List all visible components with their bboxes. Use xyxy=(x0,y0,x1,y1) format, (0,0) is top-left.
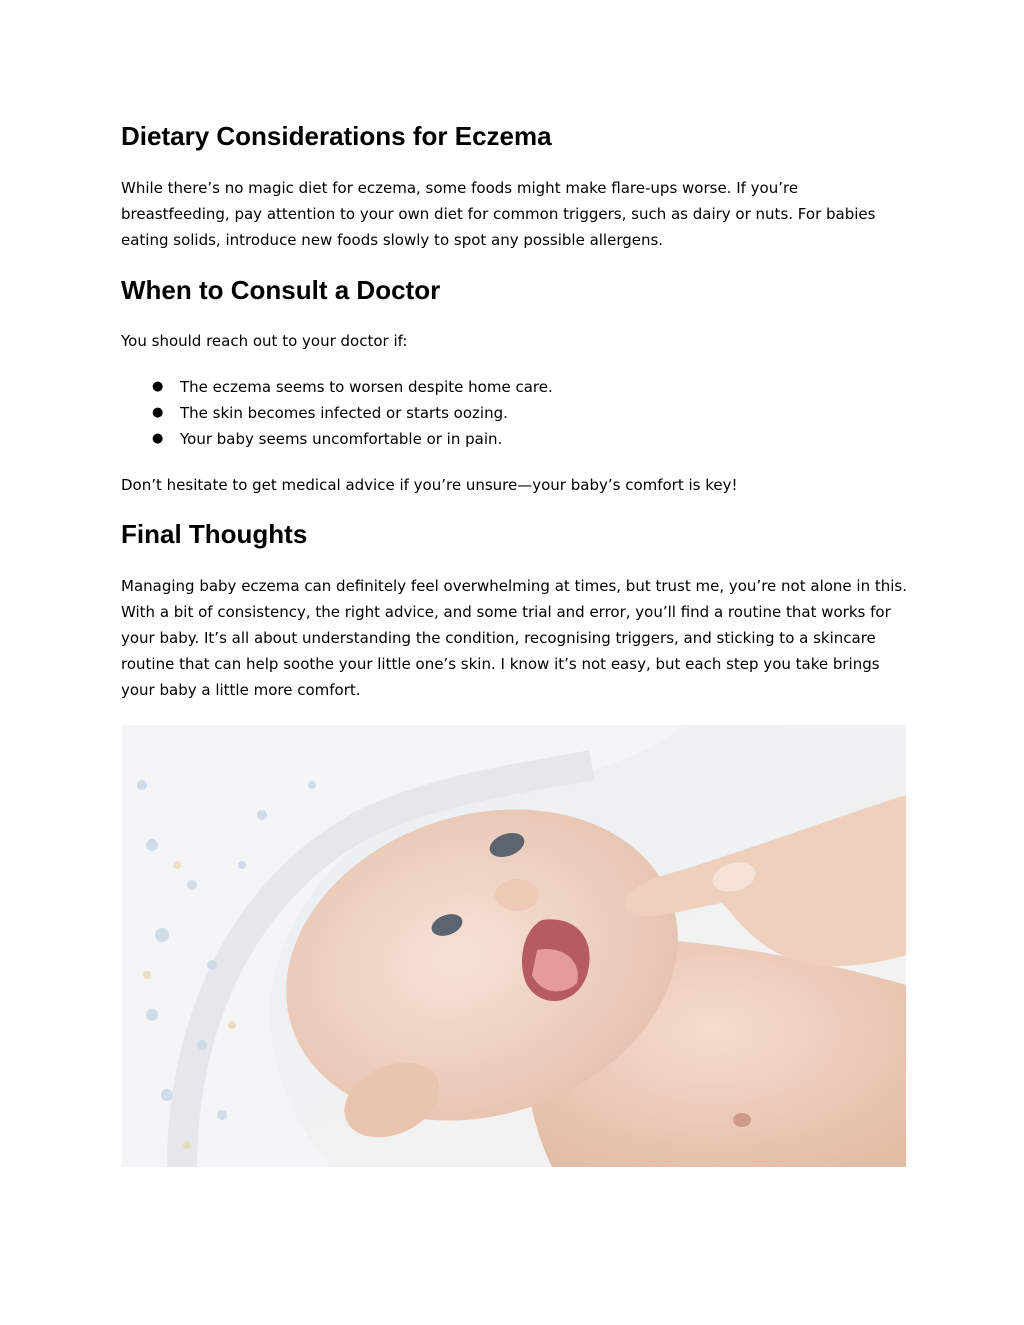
list-item xyxy=(121,374,907,400)
heading-final-thoughts: Final Thoughts xyxy=(121,519,308,549)
bullet-icon: ● xyxy=(152,405,164,420)
list-item xyxy=(121,426,907,452)
list-item-text: The eczema seems to worsen despite home care. xyxy=(180,378,553,396)
paragraph-final-thoughts: Managing baby eczema can definitely feel overwhelming at times, but trust me, you’re not alone in this. With a bit of consistency, the right advice, and some trial and error, you’ll find a routine that works for your baby. It’s all about understanding the condition, recognising triggers, and sticking to a skincare routine that can help soothe your little one’s skin. I know it’s not easy, but each step you take brings your baby a little more comfort. xyxy=(121,577,907,699)
paragraph-doctor-closing: Don’t hesitate to get medical advice if you’re unsure—your baby’s comfort is key! xyxy=(121,476,738,494)
list-item-text: Your baby seems uncomfortable or in pain. xyxy=(180,430,503,448)
list-item xyxy=(121,400,907,426)
baby-photo-illustration xyxy=(122,725,906,1167)
heading-consult-doctor: When to Consult a Doctor xyxy=(121,275,441,305)
baby-photo xyxy=(122,725,906,1167)
bullet-icon: ● xyxy=(152,379,164,394)
list-item-text: The skin becomes infected or starts oozing. xyxy=(180,404,508,422)
doctor-bullet-list xyxy=(121,374,907,452)
heading-dietary-considerations: Dietary Considerations for Eczema xyxy=(121,121,552,151)
bullet-icon: ● xyxy=(152,431,164,446)
paragraph-doctor-intro: You should reach out to your doctor if: xyxy=(121,332,408,350)
paragraph-dietary: While there’s no magic diet for eczema, some foods might make flare-ups worse. If you’re breastfeeding, pay attention to your own diet for common triggers, such as dairy or nuts. For babies eating solids, introduce new foods slowly to spot any possible allergens. xyxy=(121,179,876,249)
